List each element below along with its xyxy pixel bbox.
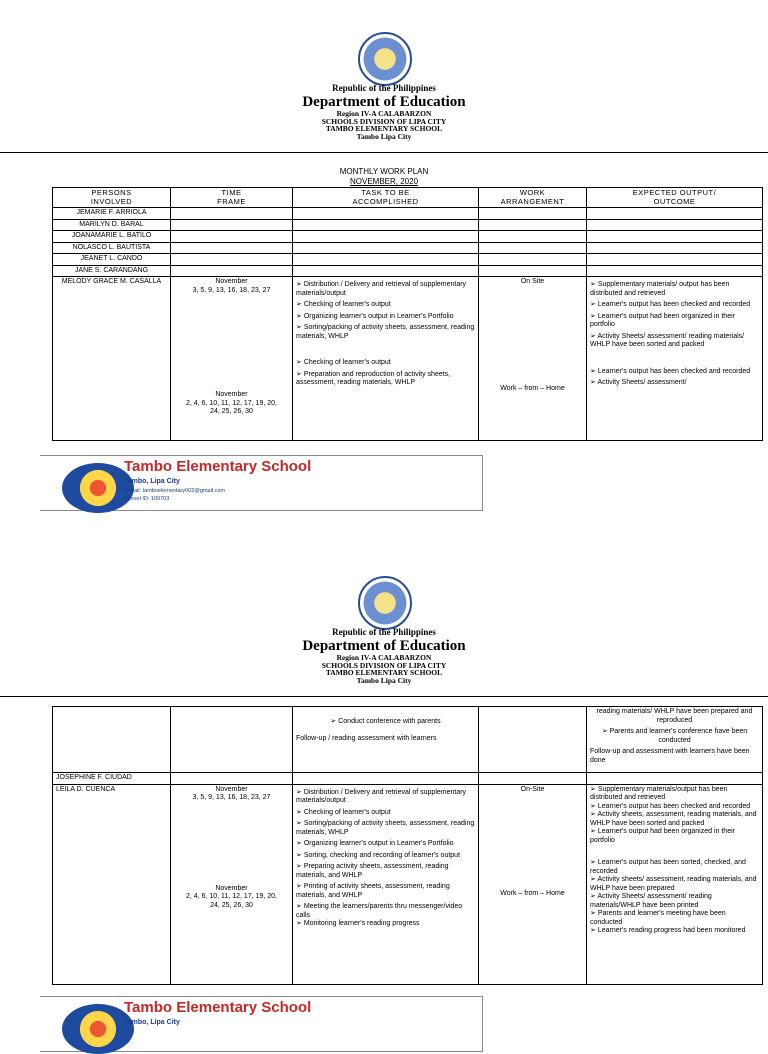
plan-month: NOVEMBER, 2020 bbox=[349, 177, 419, 186]
footer-school-name: Tambo Elementary School bbox=[124, 458, 312, 475]
table-row: MARILYN D. BARAL bbox=[53, 219, 763, 231]
region-label: Region IV-A CALABARZON bbox=[336, 653, 432, 662]
address-label: Tambo Lipa City bbox=[356, 675, 412, 685]
col-task-header: TASK TO BE ACCOMPLISHED bbox=[293, 188, 479, 208]
school-footer bbox=[40, 455, 483, 511]
task-cell: ➢ Distribution / Delivery and retrieval of supplementary materials/output ➢ Checking of learner's output ➢ Organizing learner's output in Learner's Portfolio ➢ Sorting/packing of activity sheets, assessment, reading materials, WHLP ➢ Checking of learner's output ➢ Preparation and reproduction of activity sheets, assessment, reading materials, WHLP bbox=[293, 277, 479, 441]
division-label: SCHOOLS DIVISION OF LIPA CITY bbox=[321, 660, 447, 670]
school-label: TAMBO ELEMENTARY SCHOOL bbox=[325, 124, 443, 133]
table-row bbox=[53, 707, 763, 773]
footer-location: Tambo, Lipa City bbox=[124, 478, 180, 485]
footer-email: E-mail: tamboelementary002@gmail.com bbox=[124, 488, 225, 494]
task-cell: ➢ Conduct conference with parents Follow-up / reading assessment with learners bbox=[293, 707, 479, 773]
time-frame-cell: November 3, 5, 9, 13, 16, 18, 23, 27 November 2, 4, 6, 10, 11, 12, 17, 19, 20, 24, 25, 26, 30 bbox=[171, 277, 293, 441]
department-title: Department of Education bbox=[302, 94, 466, 110]
col-output-header: EXPECTED OUTPUT/ OUTCOME bbox=[587, 188, 763, 208]
address-label: Tambo Lipa City bbox=[356, 131, 412, 141]
time-frame-cell: November 3, 5, 9, 13, 16, 18, 23, 27 November 2, 4, 6, 10, 11, 12, 17, 19, 20, 24, 25, 26, 30 bbox=[171, 784, 293, 984]
col-persons-header: PERSONS INVOLVED bbox=[53, 188, 171, 208]
division-label: SCHOOLS DIVISION OF LIPA CITY bbox=[321, 116, 447, 126]
work-arrangement-cell: On-Site Work – from – Home bbox=[479, 784, 587, 984]
department-title: Department of Education bbox=[302, 638, 466, 654]
person-name: MELODY GRACE M. CASALLA bbox=[53, 277, 171, 441]
footer-school-name: Tambo Elementary School bbox=[124, 999, 312, 1016]
work-plan-table-continued bbox=[52, 706, 763, 985]
footer-school-id: School ID: 109703 bbox=[124, 496, 170, 502]
output-cell: ➢ Supplementary materials/ output has been distributed and retrieved ➢ Learner's output has been checked and recorded ➢ Learner's output had been organized in their portfolio ➢ Activity Sheets/ assessment/ reading materials/ WHLP have been sorted and packed ➢ Learner's output has been checked and recorded ➢ Activity Sheets/ assessment/ bbox=[587, 277, 763, 441]
footer-location: Tambo, Lipa City bbox=[124, 1019, 180, 1026]
table-row: JEMARIE F. ARRIOLA bbox=[53, 208, 763, 220]
table-row: JOANAMARIE L. BATILO bbox=[53, 231, 763, 243]
header-rule bbox=[0, 152, 768, 153]
page-2 bbox=[0, 576, 768, 1024]
col-work-header: WORK ARRANGEMENT bbox=[479, 188, 587, 208]
table-row: JANE S. CARANDANG bbox=[53, 265, 763, 277]
table-row: JOSEPHINE F. CIUDAD bbox=[53, 773, 763, 785]
republic-label: Republic of the Philippines bbox=[332, 83, 436, 93]
plan-title bbox=[0, 167, 768, 187]
table-row: JEANET L. CANDO bbox=[53, 254, 763, 266]
col-time-header: TIME FRAME bbox=[171, 188, 293, 208]
region-label: Region IV-A CALABARZON bbox=[336, 109, 432, 118]
table-row: LEILA D. CUENCA November 3, 5, 9, 13, 16, 18, 23, 27 November 2, 4, 6, 10, 11, 12, 17, 19, 20, 24, 25, 26, 30 ➢ Distribution / Delivery and retrieval of supplementary materials/output ➢ Checking of learner's output ➢ Sorting/packing of activity sheets, assessment, reading materials, WHLP ➢ Organizing learner's output in Learner's Portfolio ➢ Sorting, checking and recording of learner's output ➢ Preparing activity sheets, assessment, reading materials, and WHLP ➢ Printing of activity sheets, assessment, reading materials, and WHLP ➢ Meeting the learners/parents thru messenger/video calls ➢ Monitoring learner's reading progress On-Site Work – from – Home ➢ Supplementary materials/output has been distributed and retrieved ➢ Learner's output has been checked and recorded ➢ Activity sheets, assessment, reading materials, and WHLP have been sorted and packed ➢ Learner's output had been organized in their portfolio ➢ Learner's output has been sorted, checked, and recorded ➢ Activity sheets/ assessment, reading materials, and WHLP have been prepared ➢ Activity Sheets/ assessment/ reading materials/WHLP have been printed ➢ Parents and learner's meeting have been conducted ➢ Learner's reading progress had been monitored bbox=[53, 784, 763, 984]
output-cell: reading materials/ WHLP have been prepared and reproduced ➢ Parents and learner's conference have been conducted Follow-up and assessment with learners have been done bbox=[587, 707, 763, 773]
school-footer bbox=[40, 996, 483, 1052]
page-1 bbox=[0, 0, 768, 512]
table-row bbox=[53, 277, 763, 441]
plan-title-text: MONTHLY WORK PLAN bbox=[339, 167, 429, 176]
deped-seal-icon bbox=[358, 576, 412, 630]
work-plan-table bbox=[52, 187, 763, 441]
table-header-row bbox=[53, 188, 763, 208]
letterhead bbox=[0, 84, 768, 140]
school-label: TAMBO ELEMENTARY SCHOOL bbox=[325, 668, 443, 677]
republic-label: Republic of the Philippines bbox=[332, 627, 436, 637]
header-rule bbox=[0, 696, 768, 697]
table-row: NOLASCO L. BAUTISTA bbox=[53, 242, 763, 254]
letterhead bbox=[0, 628, 768, 684]
work-arrangement-cell: On Site Work – from – Home bbox=[479, 277, 587, 441]
deped-seal-icon bbox=[358, 32, 412, 86]
task-cell: ➢ Distribution / Delivery and retrieval of supplementary materials/output ➢ Checking of learner's output ➢ Sorting/packing of activity sheets, assessment, reading materials, WHLP ➢ Organizing learner's output in Learner's Portfolio ➢ Sorting, checking and recording of learner's output ➢ Preparing activity sheets, assessment, reading materials, and WHLP ➢ Printing of activity sheets, assessment, reading materials, and WHLP ➢ Meeting the learners/parents thru messenger/video calls ➢ Monitoring learner's reading progress bbox=[293, 784, 479, 984]
output-cell: ➢ Supplementary materials/output has been distributed and retrieved ➢ Learner's output has been checked and recorded ➢ Activity sheets, assessment, reading materials, and WHLP have been sorted and packed ➢ Learner's output had been organized in their portfolio ➢ Learner's output has been sorted, checked, and recorded ➢ Activity sheets/ assessment, reading materials, and WHLP have been prepared ➢ Activity Sheets/ assessment/ reading materials/WHLP have been printed ➢ Parents and learner's meeting have been conducted ➢ Learner's reading progress had been monitored bbox=[587, 784, 763, 984]
